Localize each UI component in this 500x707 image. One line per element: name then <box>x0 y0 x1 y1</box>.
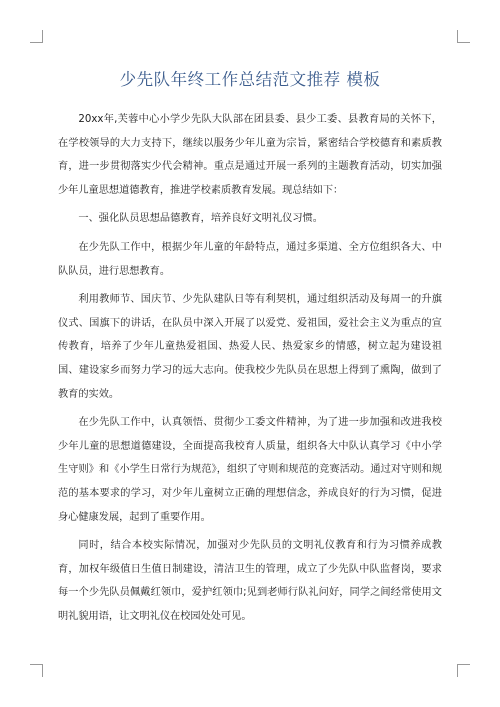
paragraph-intro: 20xx年,芙蓉中心小学少先队大队部在团县委、县少工委、县教育局的关怀下，在学校领导的大力支持下，继续以服务少年儿童为宗旨，紧密结合学校德育和素质教育，进一步贯彻落实少代会精神。重点是通过开展一系列的主题教育活动，切实加强少年儿童思想道德教育，推进学校素质教育发展。现总结如下： <box>58 114 442 196</box>
paragraph-thought-education: 在少先队工作中，根据少年儿童的年龄特点，通过多渠道、全方位组织各大、中队队员，进行思想教育。 <box>58 241 442 277</box>
corner-mark-top-right <box>457 30 470 43</box>
document-page <box>58 60 442 633</box>
corner-mark-bottom-left <box>30 664 43 677</box>
paragraph-rules-study: 在少先队工作中，认真领悟、贯彻少工委文件精神，为了进一步加强和改进我校少年儿童的思想道德建设，全面提高我校育人质量，组织各大中队认真学习《中小学生守则》和《小学生日常行为规范》，组织了守则和规范的竞赛活动。通过对守则和规范的基本要求的学习，对少年儿童树立正确的理想信念，养成良好的行为习惯，促进身心健康发展，起到了重要作用。 <box>58 417 442 523</box>
corner-mark-bottom-right <box>457 664 470 677</box>
paragraph-etiquette: 同时，结合本校实际情况，加强对少先队员的文明礼仪教育和行为习惯养成教育，加权年级值日生值日制建设，清洁卫生的管理，成立了少先队中队监督岗，要求每一个少先队员佩戴红领巾，爱护红领巾;见到老师行队礼问好，同学之间经常使用文明礼貌用语，让文明礼仪在校园处处可见。 <box>58 540 442 622</box>
corner-mark-top-left <box>30 30 43 43</box>
document-title: 少先队年终工作总结范文推荐 模板 <box>119 70 381 89</box>
paragraph-section-heading: 一、强化队员思想品德教育，培养良好文明礼仪习惯。 <box>78 213 323 225</box>
paragraph-holiday-activities: 利用教师节、国庆节、少先队建队日等有利契机，通过组织活动及每周一的升旗仪式、国旗下的讲话，在队员中深入开展了以爱党、爱祖国，爱社会主义为重点的宣传教育，培养了少年儿童热爱祖国、热爱人民、热爱家乡的情感，树立起为建设祖国、建设家乡而努力学习的远大志向。使我校少先队员在思想上得到了熏陶，做到了教育的实效。 <box>58 294 442 400</box>
